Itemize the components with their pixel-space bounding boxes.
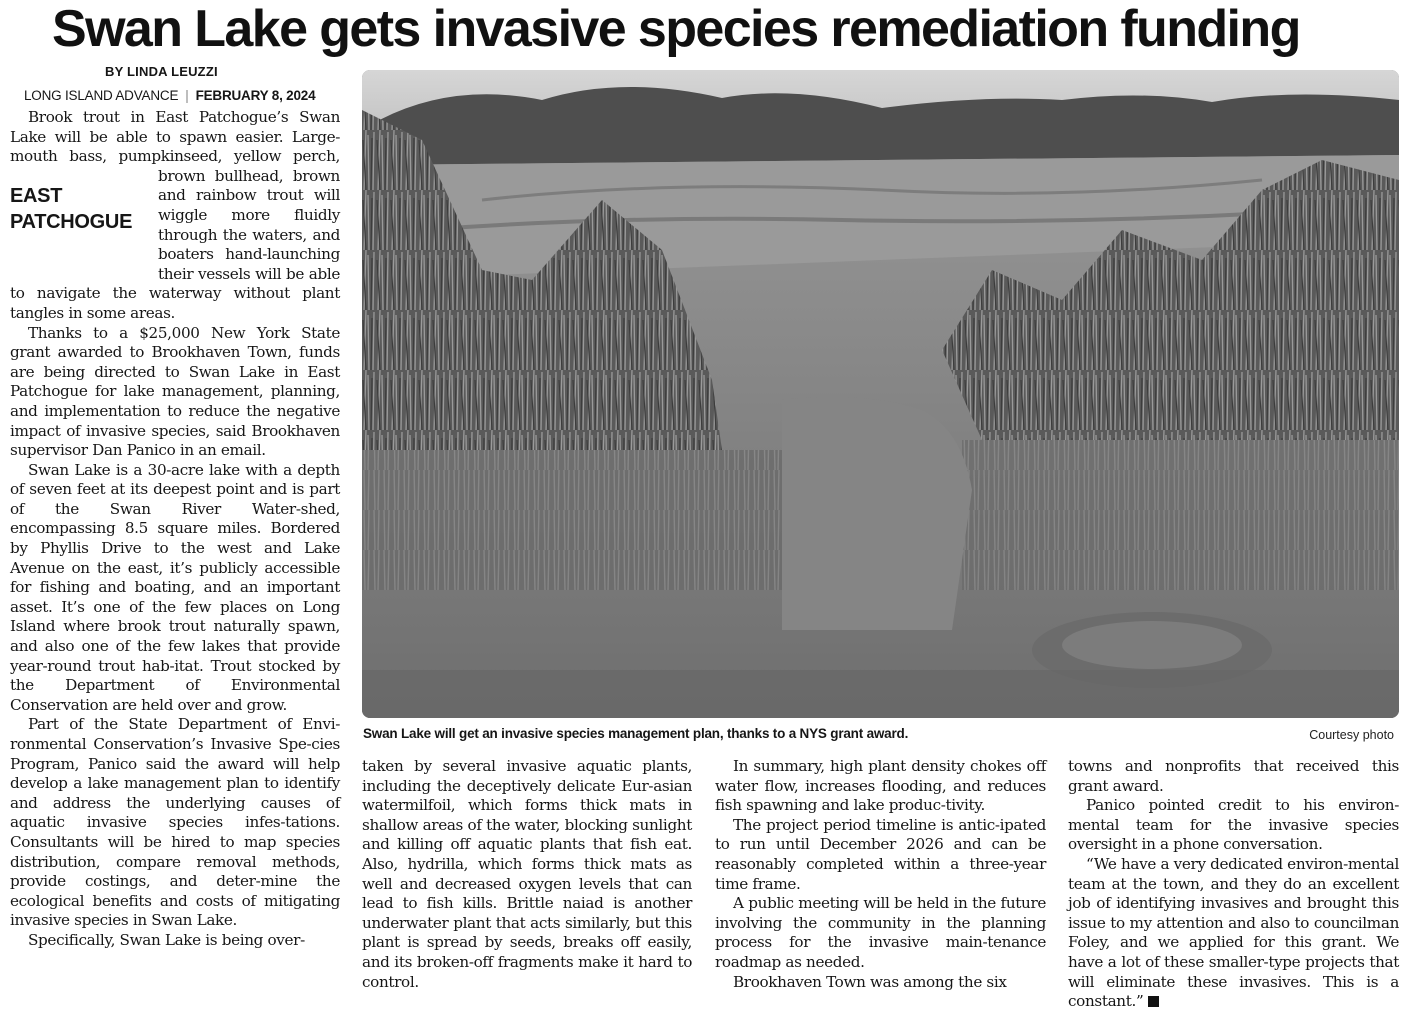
paragraph-3: Swan Lake is a 30-acre lake with a depth of seven feet at its deepest point and is part of the Swan River Water-shed, encompassing 8.5 square miles. Bordered by Phyllis Drive to the west and Lake Avenue on the east, it’s publicly accessible for fishing and boating, and an important asset. It’s one of the few places on Long Island where brook trout naturally spawn, and also one of the few lakes that provide year-round trout hab-itat. Trout stocked by the Department of Environmental Conservation are held over and grow. — [10, 460, 340, 714]
paragraph-7: The project period timeline is antic-ipated to run until December 2026 and can be reasonably completed within a three-year time frame. — [715, 815, 1046, 893]
paragraph-8: A public meeting will be held in the future involving the community in the planning process for the invasive main-tenance roadmap as needed. — [715, 894, 1046, 971]
paragraph-11-text: “We have a very dedicated environ-mental team at the town, and they do an excellent job of identifying invasives and brought this issue to my attention and also to councilman Foley, and we applied for this grant. We have a lot of these smaller-type projects that will eliminate these invasives. This is a constant.” — [1068, 854, 1399, 1011]
lake-photo-image — [362, 70, 1399, 718]
paragraph-11 — [1068, 855, 1399, 1012]
paragraph-5-start: Specifically, Swan Lake is being over- — [28, 930, 305, 949]
paragraph-9-start: Brookhaven Town was among the six — [733, 972, 1007, 991]
paragraph-6: In summary, high plant density chokes off water flow, increases flooding, and reduces fish spawning and lake produc-tivity. — [715, 757, 1046, 815]
paragraph-10: Panico pointed credit to his environ-mental team for the invasive species oversight in a phone conversation. — [1068, 796, 1399, 854]
photo-credit: Courtesy photo — [1309, 728, 1394, 742]
article-column-1 — [10, 108, 340, 951]
publication-date: FEBRUARY 8, 2024 — [195, 88, 316, 103]
article-column-3 — [715, 757, 1046, 992]
article-column-2 — [362, 757, 692, 992]
separator: | — [185, 88, 189, 103]
location-kicker-line-2: PATCHOGUE — [10, 210, 133, 233]
paragraph-1-lead: Brook trout in East Patchogue’s Swan Lake will be able to spawn easier. Large-mouth bass, pumpkinseed, yellow perch, — [10, 108, 340, 166]
paragraph-1 — [10, 108, 340, 324]
location-kicker-line-1: EAST — [10, 184, 63, 207]
paragraph-9-continued: towns and nonprofits that received this grant award. — [1068, 757, 1399, 795]
article-column-4 — [1068, 757, 1399, 1012]
publication-dateline — [24, 88, 315, 103]
publication-name: LONG ISLAND ADVANCE — [24, 88, 179, 103]
byline: BY LINDA LEUZZI — [105, 64, 218, 79]
location-kicker — [10, 169, 158, 267]
lake-photo — [362, 70, 1399, 718]
paragraph-4: Part of the State Department of Envi-ronmental Conservation’s Invasive Spe-cies Program, Panico said the award will help develop a lake management plan to identify and address the underlying causes of aquatic invasive species infes-tations. Consultants will be hired to map species distribution, compare removal methods, provide costings, and deter-mine the ecological benefits and costs of mitigating invasive species in Swan Lake. — [10, 715, 340, 930]
paragraph-1-rest: brown bullhead, brown and rainbow trout will wiggle more fluidly through the waters, and boaters hand-launching their vessels will be able to navigate the waterway without plant tangles in some areas. — [10, 166, 340, 322]
paragraph-5-continued: taken by several invasive aquatic plants, including the deceptively delicate Eur-asian watermilfoil, which forms thick mats in shallow areas of the water, blocking sunlight and killing off aquatic plants that fish eat. Also, hydrilla, which forms thick mats as well and decreased oxygen levels that can lead to fish kills. Brittle naiad is another underwater plant that acts similarly, but this plant is spread by seeds, breaks off easily, and its broken-off fragments make it hard to control. — [362, 757, 692, 991]
photo-caption: Swan Lake will get an invasive species management plan, thanks to a NYS grant award. — [363, 726, 909, 741]
headline: Swan Lake gets invasive species remediation funding — [52, 0, 1300, 58]
paragraph-2: Thanks to a $25,000 New York State grant awarded to Brookhaven Town, funds are being directed to Swan Lake in East Patchogue for lake management, planning, and implementation to reduce the negative impact of invasive species, said Brookhaven supervisor Dan Panico in an email. — [10, 323, 340, 460]
end-mark-icon — [1148, 996, 1159, 1007]
